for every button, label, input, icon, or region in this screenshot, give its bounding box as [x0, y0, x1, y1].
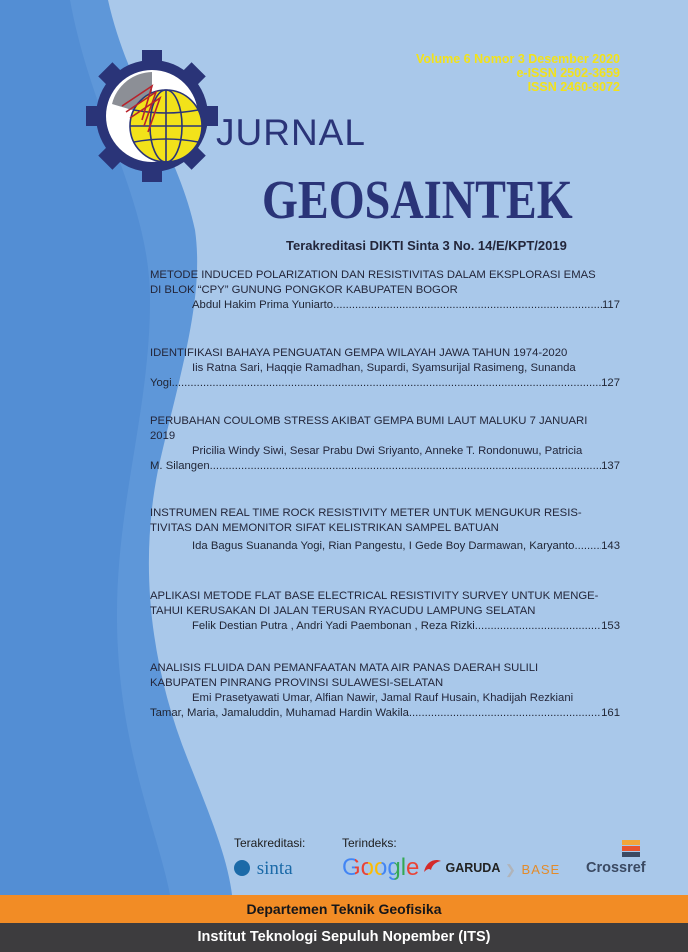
article-page: 137	[601, 460, 620, 472]
leader-dots	[475, 619, 601, 634]
article-authors: Pricilia Windy Siwi, Sesar Prabu Dwi Sriyanto, Anneke T. Rondonuwu, Patricia	[192, 445, 583, 457]
article-authors: M. Silangen	[150, 460, 210, 472]
article-page: 153	[601, 620, 620, 632]
volume-number: Volume 6 Nomor 3 Desember 2020	[415, 52, 620, 66]
crossref-stack-icon	[620, 838, 642, 860]
article-author-line	[150, 619, 620, 634]
google-scholar-logo[interactable]	[342, 854, 419, 882]
article-title-line: INSTRUMEN REAL TIME ROCK RESISTIVITY METER UNTUK MENGUKUR RESIS-	[150, 507, 582, 519]
journal-word-jurnal: JURNAL	[216, 112, 366, 153]
article-page: 127	[601, 377, 620, 389]
article-title-line: PERUBAHAN COULOMB STRESS AKIBAT GEMPA BUMI LAUT MALUKU 7 JANUARI	[150, 415, 588, 427]
issn: ISSN 2460-9072	[527, 80, 620, 94]
eissn: e-ISSN 2502-3659	[516, 66, 620, 80]
base-text: BASE	[521, 862, 561, 877]
article-title-line: TIVITAS DAN MEMONITOR SIFAT KELISTRIKAN SAMPEL BATUAN	[150, 522, 499, 534]
institute-band: Institut Teknologi Sepuluh Nopember (ITS)	[0, 923, 688, 952]
department-band: Departemen Teknik Geofisika	[0, 895, 688, 923]
base-chevron-icon: ❯	[505, 862, 517, 877]
leader-dots	[574, 539, 601, 554]
article-title-line: KABUPATEN PINRANG PROVINSI SULAWESI-SELATAN	[150, 677, 444, 689]
article-title-line: ANALISIS FLUIDA DAN PEMANFAATAN MATA AIR PANAS DAERAH SULILI	[150, 662, 539, 674]
article-entry[interactable]	[150, 506, 620, 554]
article-author-line	[150, 706, 620, 721]
article-entry[interactable]	[150, 589, 620, 634]
accredited-label: Terakreditasi:	[234, 836, 306, 850]
article-entry[interactable]	[150, 346, 620, 391]
accreditation-text: Terakreditasi DIKTI Sinta 3 No. 14/E/KPT/2019	[286, 238, 567, 253]
article-page: 117	[601, 299, 620, 311]
article-authors: Felik Destian Putra , Andri Yadi Paembonan , Reza Rizki	[192, 620, 475, 632]
journal-logo-gear-globe-icon	[82, 46, 222, 186]
article-authors: Tamar, Maria, Jamaluddin, Muhamad Hardin Wakila	[150, 707, 409, 719]
article-author-line	[150, 459, 620, 474]
garuda-bird-icon	[422, 858, 442, 876]
garuda-logo[interactable]	[422, 858, 500, 876]
article-title-line: APLIKASI METODE FLAT BASE ELECTRICAL RESISTIVITY SURVEY UNTUK MENGE-	[150, 590, 599, 602]
journal-title: GEOSAINTEK	[262, 169, 573, 230]
sinta-logo[interactable]	[234, 858, 293, 880]
leader-dots	[409, 706, 601, 721]
article-entry[interactable]	[150, 268, 620, 313]
leader-dots	[210, 459, 601, 474]
indexed-label: Terindeks:	[342, 836, 397, 850]
garuda-text: GARUDA	[445, 861, 501, 875]
article-entry[interactable]	[150, 414, 620, 474]
article-authors: Ida Bagus Suananda Yogi, Rian Pangestu, I Gede Boy Darmawan, Karyanto	[192, 540, 575, 552]
leader-dots	[172, 376, 602, 391]
article-authors: Abdul Hakim Prima Yuniarto	[192, 299, 334, 311]
sinta-icon	[234, 860, 250, 876]
sinta-text: sinta	[256, 858, 293, 879]
article-authors: Yogi	[150, 377, 172, 389]
article-title-line: DI BLOK “CPY” GUNUNG PONGKOR KABUPATEN BOGOR	[150, 284, 458, 296]
article-author-line	[150, 298, 620, 313]
article-title-line: METODE INDUCED POLARIZATION DAN RESISTIVITAS DALAM EKSPLORASI EMAS	[150, 269, 596, 281]
crossref-logo[interactable]	[586, 860, 646, 876]
article-authors: Emi Prasetyawati Umar, Alfian Nawir, Jamal Rauf Husain, Khadijah Rezkiani	[192, 692, 574, 704]
article-title-line: IDENTIFIKASI BAHAYA PENGUATAN GEMPA WILAYAH JAWA TAHUN 1974-2020	[150, 347, 568, 359]
article-title-line: TAHUI KERUSAKAN DI JALAN TERUSAN RYACUDU LAMPUNG SELATAN	[150, 605, 536, 617]
article-authors: Iis Ratna Sari, Haqqie Ramadhan, Supardi, Syamsurijal Rasimeng, Sunanda	[192, 362, 576, 374]
publication-info	[416, 52, 620, 94]
crossref-text: Crossref	[586, 860, 646, 876]
google-text: Google	[342, 854, 420, 881]
leader-dots	[333, 298, 602, 313]
article-page: 143	[601, 540, 620, 552]
article-page: 161	[601, 707, 620, 719]
base-logo[interactable]	[505, 862, 560, 878]
article-author-line	[150, 539, 620, 554]
article-title-line: 2019	[150, 430, 176, 442]
article-entry[interactable]	[150, 661, 620, 721]
article-author-line	[150, 376, 620, 391]
